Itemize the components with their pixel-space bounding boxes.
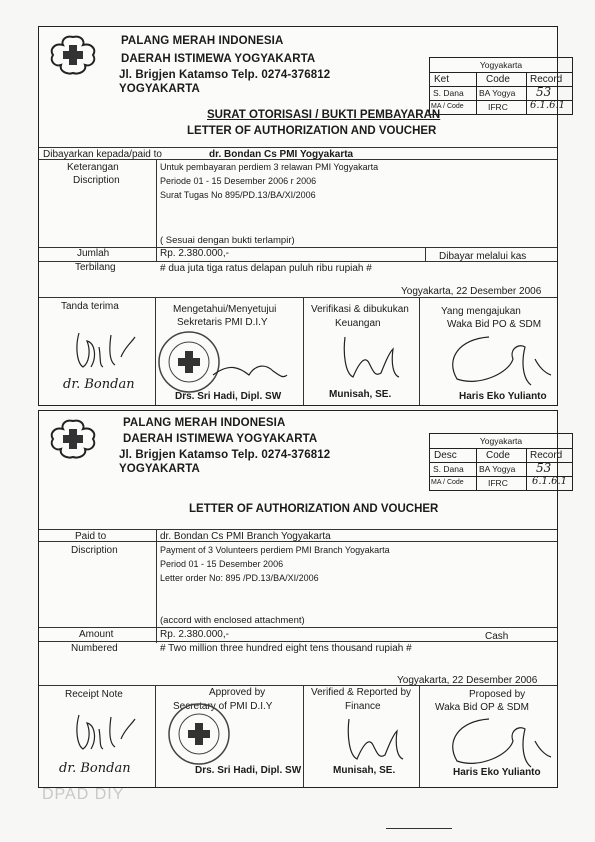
doc-title-en: LETTER OF AUTHORIZATION AND VOUCHER bbox=[187, 125, 437, 137]
pmi-stamp bbox=[159, 699, 239, 769]
code-box-ma-code: IFRC bbox=[488, 102, 508, 112]
sig-header-proposed: Proposed by bbox=[469, 689, 526, 700]
sig-header-secretary: Secretary of PMI D.I.Y bbox=[173, 701, 273, 712]
org-region: DAERAH ISTIMEWA YOGYAKARTA bbox=[121, 53, 316, 65]
code-box-fund-record: 53 bbox=[536, 461, 552, 475]
org-name: PALANG MERAH INDONESIA bbox=[123, 417, 286, 429]
sig-header-finance: Keuangan bbox=[335, 318, 381, 329]
code-box-fund-code: BA Yogya bbox=[479, 88, 516, 98]
sig-header-verified: Verifikasi & dibukukan bbox=[311, 304, 409, 315]
amount-label: Jumlah bbox=[77, 248, 110, 259]
amount-value: Rp. 2.380.000,- bbox=[160, 629, 229, 640]
sig-name-finance: Munisah, SE. bbox=[333, 765, 396, 776]
desc-line-3: Surat Tugas No 895/PD.13/BA/XI/2006 bbox=[160, 190, 316, 200]
words-value: # Two million three hundred eight tens thousand rupiah # bbox=[160, 643, 412, 654]
code-box-fund-label: S. Dana bbox=[433, 88, 464, 98]
org-address: Jl. Brigjen Katamso Telp. 0274-376812 bbox=[119, 69, 331, 81]
code-box-title: Yogyakarta bbox=[479, 436, 523, 446]
desc-line-1: Untuk pembayaran perdiem 3 relawan PMI Yogyakarta bbox=[160, 162, 379, 172]
desc-label: Discription bbox=[71, 545, 118, 556]
sig-name-receipt: dr. Bondan bbox=[63, 377, 135, 392]
red-cross-logo bbox=[45, 417, 101, 461]
code-box-header-3: Record bbox=[530, 74, 563, 85]
voucher-indonesian bbox=[38, 26, 565, 406]
sig-header-verified: Verified & Reported by bbox=[311, 687, 412, 698]
sig-header-proposed: Yang mengajukan bbox=[441, 306, 521, 317]
red-cross-logo bbox=[45, 33, 101, 77]
code-box-header-1: Desc bbox=[434, 450, 457, 461]
desc-label-en: Discription bbox=[73, 175, 120, 186]
sig-header-position: Waka Bid PO & SDM bbox=[447, 319, 542, 330]
amount-label: Amount bbox=[79, 629, 114, 640]
code-box-header-2: Code bbox=[486, 74, 510, 85]
desc-line-1: Payment of 3 Volunteers perdiem PMI Branch Yogyakarta bbox=[160, 545, 390, 555]
code-box-fund-label: S. Dana bbox=[433, 464, 464, 474]
desc-line-2: Periode 01 - 15 Desember 2006 r 2006 bbox=[160, 176, 317, 186]
sig-header-receipt: Receipt Note bbox=[65, 689, 123, 700]
signature-finance bbox=[335, 333, 415, 385]
org-address: Jl. Brigjen Katamso Telp. 0274-376812 bbox=[119, 449, 331, 461]
footer-rule bbox=[386, 828, 452, 829]
code-box-header-1: Ket bbox=[434, 74, 450, 85]
sig-name-proposer: Haris Eko Yulianto bbox=[459, 391, 547, 402]
amount-value: Rp. 2.380.000,- bbox=[160, 248, 229, 259]
desc-note: ( Sesuai dengan bukti terlampir) bbox=[160, 235, 295, 246]
place-date: Yogyakarta, 22 Desember 2006 bbox=[397, 675, 538, 686]
org-city: YOGYAKARTA bbox=[119, 463, 200, 475]
code-box-ma-label: MA / Code bbox=[431, 479, 464, 486]
sig-name-secretary: Drs. Sri Hadi, Dipl. SW bbox=[175, 391, 282, 402]
desc-line-2: Period 01 - 15 Desember 2006 bbox=[160, 559, 284, 569]
signature-receipt bbox=[69, 327, 139, 375]
desc-label-id: Keterangan bbox=[67, 162, 119, 173]
signature-finance bbox=[339, 715, 419, 765]
words-label: Terbilang bbox=[75, 262, 116, 273]
sig-name-finance: Munisah, SE. bbox=[329, 389, 392, 400]
paid-to-label: Dibayarkan kepada/paid to bbox=[43, 149, 162, 160]
org-region: DAERAH ISTIMEWA YOGYAKARTA bbox=[123, 433, 318, 445]
code-box-ma-label: MA / Code bbox=[431, 103, 464, 110]
code-box-title: Yogyakarta bbox=[479, 60, 523, 70]
code-box-ma-record: 6.1.6.1 bbox=[530, 100, 565, 111]
voucher-english bbox=[38, 410, 567, 788]
desc-note: (accord with enclosed attachment) bbox=[160, 615, 305, 626]
code-box-fund-record: 53 bbox=[536, 85, 552, 99]
sig-header-finance: Finance bbox=[345, 701, 381, 712]
doc-title-en: LETTER OF AUTHORIZATION AND VOUCHER bbox=[189, 503, 439, 515]
code-box-ma-code: IFRC bbox=[488, 478, 508, 488]
paid-to-value: dr. Bondan Cs PMI Branch Yogyakarta bbox=[160, 531, 331, 542]
org-city: YOGYAKARTA bbox=[119, 83, 200, 95]
code-box-header-3: Record bbox=[530, 450, 563, 461]
signature-receipt bbox=[69, 709, 139, 757]
paid-to-value: dr. Bondan Cs PMI Yogyakarta bbox=[209, 149, 354, 160]
place-date: Yogyakarta, 22 Desember 2006 bbox=[401, 286, 542, 297]
signature-secretary bbox=[209, 345, 289, 389]
paid-to-label: Paid to bbox=[75, 531, 107, 542]
desc-line-3: Letter order No: 895 /PD.13/BA/XI/2006 bbox=[160, 573, 319, 583]
watermark: DPAD DIY bbox=[42, 786, 125, 803]
doc-title-id: SURAT OTORISASI / BUKTI PEMBAYARAN bbox=[207, 109, 441, 121]
words-value: # dua juta tiga ratus delapan puluh ribu rupiah # bbox=[160, 263, 372, 274]
code-box-ma-record: 6.1.6.1 bbox=[532, 476, 567, 487]
signature-proposer bbox=[439, 329, 555, 393]
org-name: PALANG MERAH INDONESIA bbox=[121, 35, 284, 47]
words-label: Numbered bbox=[71, 643, 118, 654]
code-box bbox=[429, 57, 573, 115]
sig-header-approved: Approved by bbox=[209, 687, 266, 698]
code-box-fund-code: BA Yogya bbox=[479, 464, 516, 474]
sig-header-position: Waka Bid OP & SDM bbox=[435, 702, 529, 713]
pay-method: Cash bbox=[485, 631, 509, 642]
sig-header-receipt: Tanda terima bbox=[61, 301, 119, 312]
sig-name-proposer: Haris Eko Yulianto bbox=[453, 767, 541, 778]
signature-proposer bbox=[439, 711, 555, 775]
sig-header-approved: Mengetahui/Menyetujui bbox=[173, 304, 277, 315]
code-box bbox=[429, 433, 573, 491]
pay-method: Dibayar melalui kas bbox=[439, 251, 527, 262]
code-box-header-2: Code bbox=[486, 450, 510, 461]
sig-name-receipt: dr. Bondan bbox=[59, 761, 131, 776]
sig-name-secretary: Drs. Sri Hadi, Dipl. SW bbox=[195, 765, 302, 776]
sig-header-secretary: Sekretaris PMI D.I.Y bbox=[177, 317, 268, 328]
